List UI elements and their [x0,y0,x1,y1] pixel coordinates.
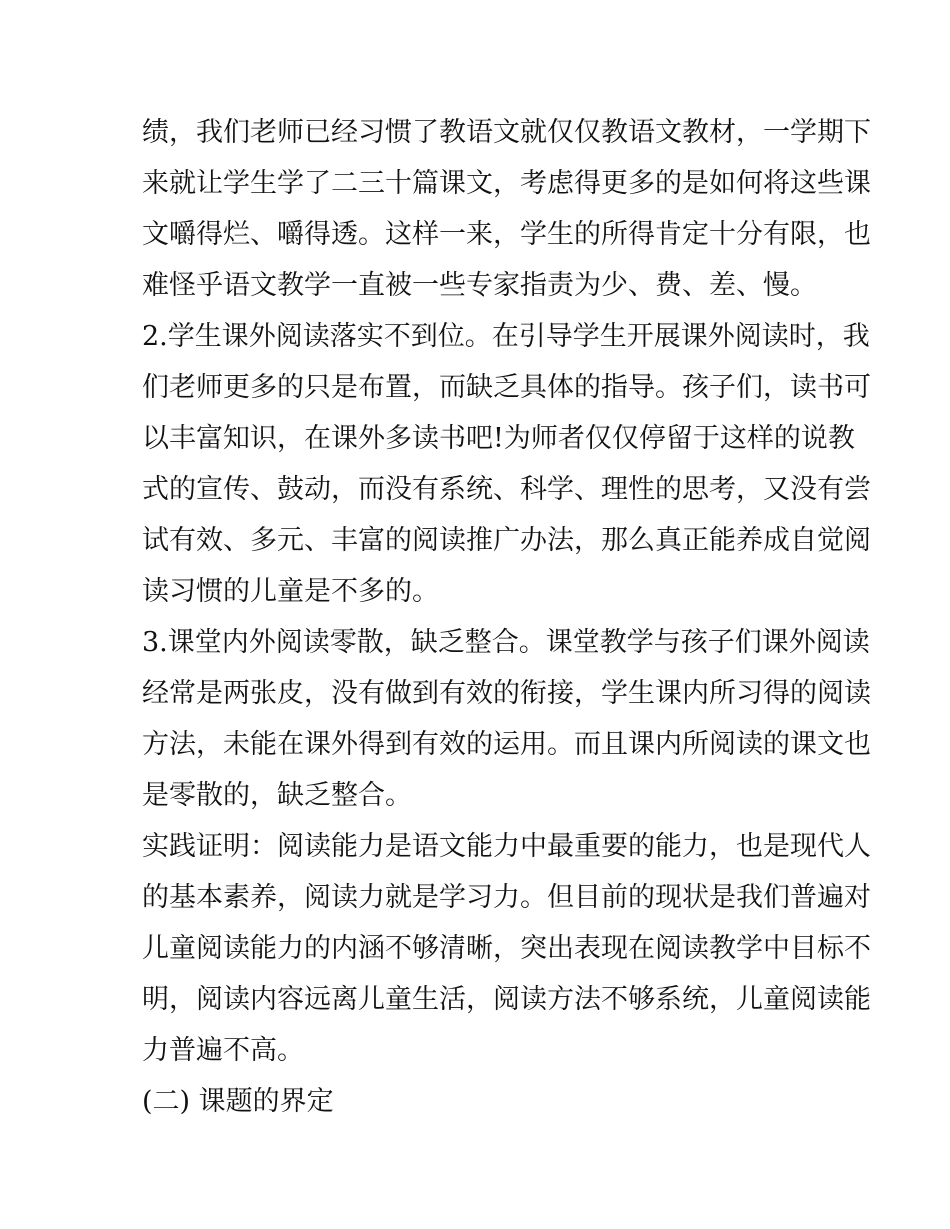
text-line: 3.课堂内外阅读零散，缺乏整合。课堂教学与孩子们课外阅读 [142,627,870,658]
text-line: 明，阅读内容远离儿童生活，阅读方法不够系统，儿童阅读能 [142,984,871,1015]
text-line: 们老师更多的只是布置，而缺乏具体的指导。孩子们，读书可 [142,372,871,403]
text-line: 实践证明：阅读能力是语文能力中最重要的能力，也是现代人 [142,831,871,862]
text-line: 文嚼得烂、嚼得透。这样一来，学生的所得肯定十分有限，也 [142,219,871,250]
text-line: 试有效、多元、丰富的阅读推广办法，那么真正能养成自觉阅 [142,525,871,556]
text-line: 儿童阅读能力的内涵不够清晰，突出表现在阅读教学中目标不 [142,933,871,964]
document-body [142,107,871,1127]
text-line: 2.学生课外阅读落实不到位。在引导学生开展课外阅读时，我 [142,321,870,352]
text-line: 是零散的，缺乏整合。 [142,780,412,811]
text-line: 的基本素养，阅读力就是学习力。但目前的现状是我们普遍对 [142,882,871,913]
text-line: 经常是两张皮，没有做到有效的衔接，学生课内所习得的阅读 [142,678,871,709]
section-heading: (二) 课题的界定 [142,1086,334,1117]
text-line: 读习惯的儿童是不多的。 [142,576,439,607]
text-line: 力普遍不高。 [142,1035,304,1066]
text-line: 难怪乎语文教学一直被一些专家指责为少、费、差、慢。 [142,270,817,301]
text-line: 以丰富知识，在课外多读书吧!为师者仅仅停留于这样的说教 [142,423,855,454]
text-line: 方法，未能在课外得到有效的运用。而且课内所阅读的课文也 [142,729,871,760]
text-line: 来就让学生学了二三十篇课文，考虑得更多的是如何将这些课 [142,168,871,199]
text-line: 式的宣传、鼓动，而没有系统、科学、理性的思考，又没有尝 [142,474,871,505]
text-line: 绩，我们老师已经习惯了教语文就仅仅教语文教材，一学期下 [142,117,871,148]
